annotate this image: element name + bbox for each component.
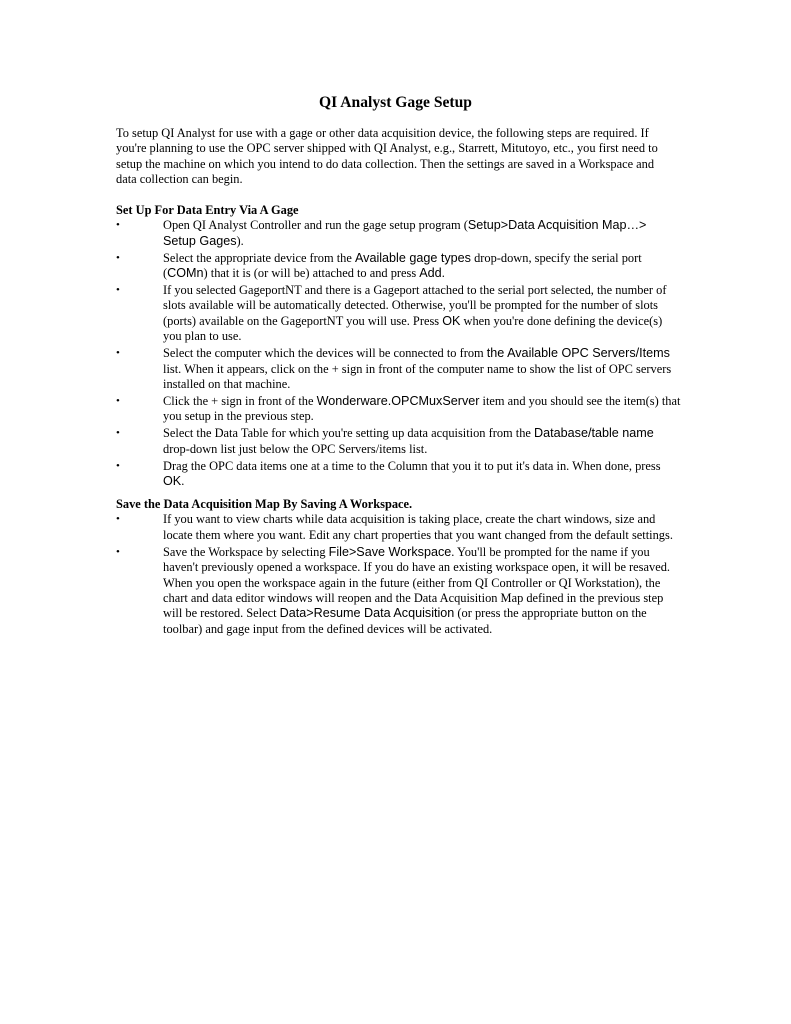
bullet-icon: • [116,347,120,360]
item-text: Click the + sign in front of the [163,393,317,408]
item-text: . [441,266,445,281]
ui-label: Wonderware.OPCMuxServer [316,393,480,408]
ui-label: the Available OPC Servers/Items [486,346,670,361]
item-text: Select the Data Table for which you're setting up data acquisition from the [163,426,535,441]
menu-path: Data>Resume Data Acquisition [279,606,455,621]
list-item [116,545,681,637]
bullet-icon: • [116,219,120,232]
ui-label: COMn [167,266,204,281]
list-item [116,251,681,282]
item-text: drop-down list just below the OPC Servers/items list. [163,441,428,456]
document-title: QI Analyst Gage Setup [319,94,472,111]
bullet-icon: • [116,284,120,297]
ui-label: Add [419,266,442,281]
item-text: If you want to view charts while data acquisition is taking place, create the chart windows, size and locate them where you want. Edit any chart properties that you want changed from the default settings. [163,512,673,542]
item-text: ) that it is (or will be) attached to and press [203,266,420,281]
menu-path: File>Save Workspace [328,544,452,559]
bullet-icon: • [116,251,120,264]
bullet-icon: • [116,427,120,440]
item-text: . [181,473,185,488]
ui-label: Available gage types [354,250,471,265]
bullet-icon: • [116,394,120,407]
item-text: If you selected GageportNT and there is a Gageport attached to the serial port selected, the number of slots available will be automatically detected. Otherwise, you'll be prompted for the number of slots (ports) available on the GageportNT you will use. Press [163,283,667,328]
section-gage-setup [116,203,681,491]
item-text: drop-down, specify the serial port ( [163,250,642,281]
item-text: list. When it appears, click on the + sign in front of the computer name to show the list of OPC servers installed on that machine. [163,361,672,391]
item-text: Save the Workspace by selecting [163,544,329,559]
ui-label: OK [163,473,182,488]
item-text: Select the appropriate device from the [163,250,355,265]
item-text: . You'll be prompted for the name if you haven't previously opened a workspace. If you do have an existing workspace open, it will be resaved. When you open the workspace again in the future (either from QI Controller or QI Workstation), the chart and data editor windows will reopen and the Data Acquisition Map defined in the previous step will be restored. Select [163,544,670,621]
section-heading: Set Up For Data Entry Via A Gage [116,203,299,217]
item-text: (or press the appropriate button on the toolbar) and gage input from the defined devices will be activated. [163,606,647,636]
section-save-workspace [116,497,681,639]
bullet-icon: • [116,459,120,472]
item-text: ). [236,233,244,248]
list-item [116,459,681,490]
ui-label: OK [442,313,461,328]
bullet-icon: • [116,513,120,526]
list-item [116,346,681,392]
item-text: item and you should see the item(s) that you setup in the previous step. [163,393,681,424]
list-item [116,394,681,425]
menu-path: Setup>Data Acquisition Map…> Setup Gages [163,218,647,248]
list-item [116,426,681,457]
ui-label: Database/table name [534,426,654,441]
item-text: Select the computer which the devices will be connected to from [163,346,487,361]
list-item [116,283,681,345]
steps-list [116,512,681,637]
section-heading: Save the Data Acquisition Map By Saving A Workspace. [116,497,413,511]
list-item [116,512,681,543]
bullet-icon: • [116,545,120,558]
intro-paragraph: To setup QI Analyst for use with a gage or other data acquisition device, the following steps are required. If you're planning to use the OPC server shipped with QI Analyst, e.g., Starrett, Mitutoyo, etc., you first need to setup the machine on which you intend to do data collection. Then the settings are saved in a Workspace and data collection can begin. [116,126,658,187]
item-text: when you're done defining the device(s) you plan to use. [163,313,663,344]
item-text: Open QI Analyst Controller and run the gage setup program ( [163,218,468,233]
list-item [116,218,681,249]
item-text: Drag the OPC data items one at a time to the Column that you it to put it's data in. When done, press [163,458,661,473]
steps-list [116,218,681,489]
